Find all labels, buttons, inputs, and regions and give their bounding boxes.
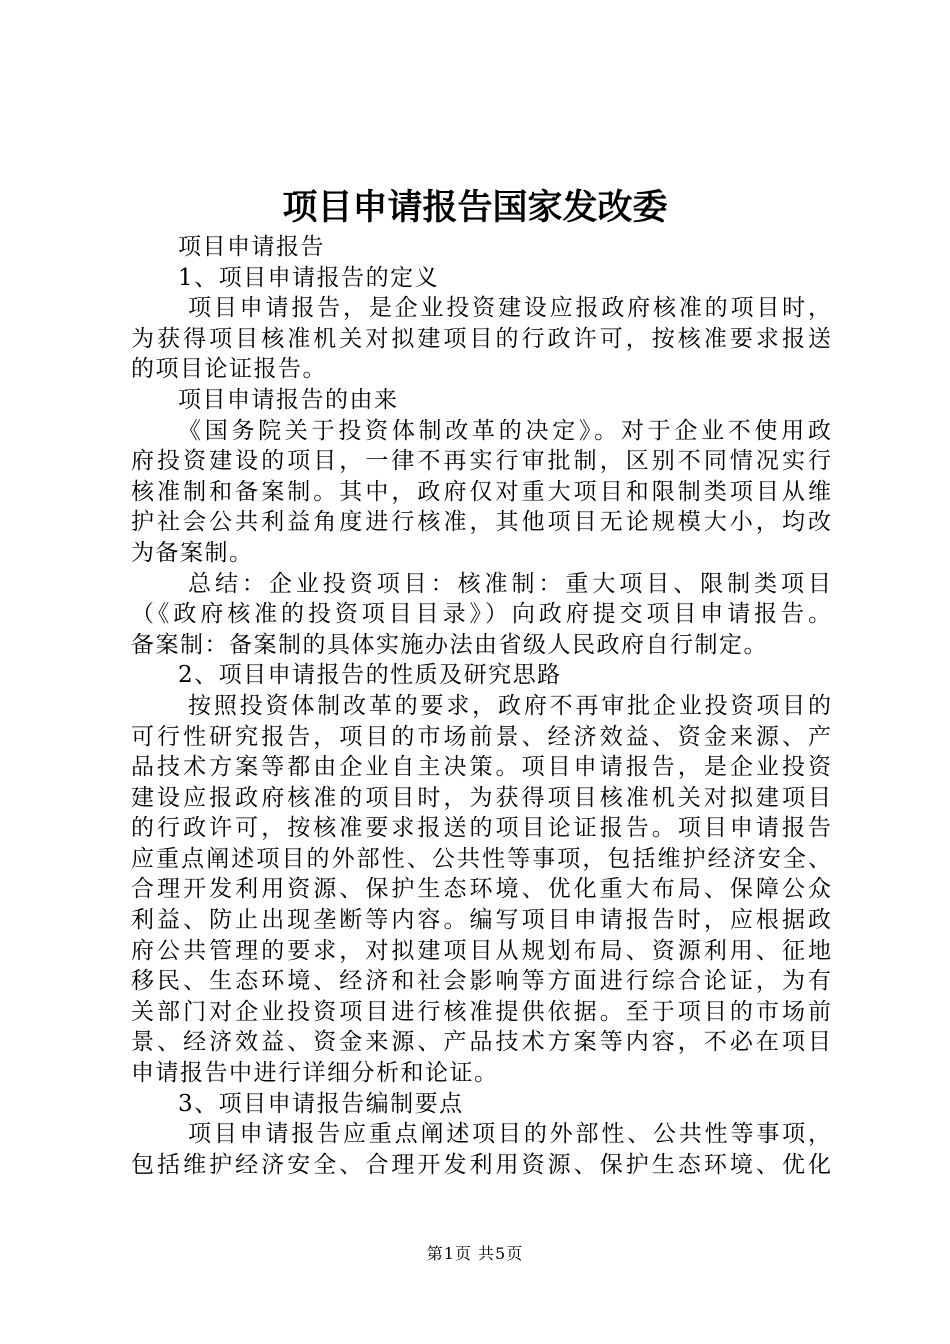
body-line: 按照投资体制改革的要求，政府不再审批企业投资项目的 — [188, 692, 831, 719]
body-line-summary: 总结：企业投资项目：核准制：重大项目、限制类项目 — [188, 570, 831, 597]
body-line: 合理开发利用资源、保护生态环境、优化重大布局、保障公众 — [131, 876, 831, 903]
body-line: 核准制和备案制。其中，政府仅对重大项目和限制类项目从维 — [131, 478, 831, 505]
body-line: 的行政许可，按核准要求报送的项目论证报告。项目申请报告 — [131, 815, 831, 842]
body-line: 可行性研究报告，项目的市场前景、经济效益、资金来源、产 — [131, 723, 831, 750]
body-line-subheading: 项目申请报告的由来 — [178, 386, 399, 413]
body-line-section-heading: 项目申请报告 — [178, 234, 325, 260]
body-line-heading-3: 3、项目申请报告编制要点 — [178, 1090, 464, 1117]
body-line: 利益、防止出现垄断等内容。编写项目申请报告时，应根据政 — [131, 907, 831, 934]
body-line-heading-1: 1、项目申请报告的定义 — [178, 264, 440, 291]
body-line: 移民、生态环境、经济和社会影响等方面进行综合论证，为有 — [131, 968, 831, 995]
body-line: 申请报告中进行详细分析和论证。 — [131, 1060, 499, 1087]
body-line-heading-2: 2、项目申请报告的性质及研究思路 — [178, 662, 562, 689]
body-line: （《政府核准的投资项目目录》）向政府提交项目申请报告。 — [131, 601, 831, 628]
body-line: 关部门对企业投资项目进行核准提供依据。至于项目的市场前 — [131, 998, 831, 1025]
body-line: 品技术方案等都由企业自主决策。项目申请报告，是企业投资 — [131, 754, 831, 781]
body-line: 包括维护经济安全、合理开发利用资源、保护生态环境、优化 — [131, 1151, 831, 1178]
document-body — [131, 232, 831, 1180]
body-line: 项目申请报告应重点阐述项目的外部性、公共性等事项， — [188, 1121, 831, 1148]
body-line: 《国务院关于投资体制改革的决定》。对于企业不使用政 — [178, 417, 831, 444]
page-footer: 第1页 共5页 — [426, 1244, 524, 1263]
body-line: 的项目论证报告。 — [131, 356, 327, 383]
body-line: 府投资建设的项目，一律不再实行审批制，区别不同情况实行 — [131, 448, 831, 475]
document-title: 项目申请报告国家发改委 — [282, 187, 668, 228]
body-line: 应重点阐述项目的外部性、公共性等事项，包括维护经济安全、 — [131, 845, 831, 872]
body-line: 景、经济效益、资金来源、产品技术方案等内容，不必在项目 — [131, 1029, 831, 1056]
body-line: 备案制：备案制的具体实施办法由省级人民政府自行制定。 — [131, 631, 768, 658]
body-line: 为备案制。 — [131, 539, 254, 566]
body-line: 建设应报政府核准的项目时，为获得项目核准机关对拟建项目 — [131, 784, 831, 811]
body-line: 项目申请报告，是企业投资建设应报政府核准的项目时， — [188, 295, 831, 322]
body-line: 为获得项目核准机关对拟建项目的行政许可，按核准要求报送 — [131, 325, 831, 352]
body-line: 护社会公共利益角度进行核准，其他项目无论规模大小，均改 — [131, 509, 831, 536]
body-line: 府公共管理的要求，对拟建项目从规划布局、资源利用、征地 — [131, 937, 831, 964]
